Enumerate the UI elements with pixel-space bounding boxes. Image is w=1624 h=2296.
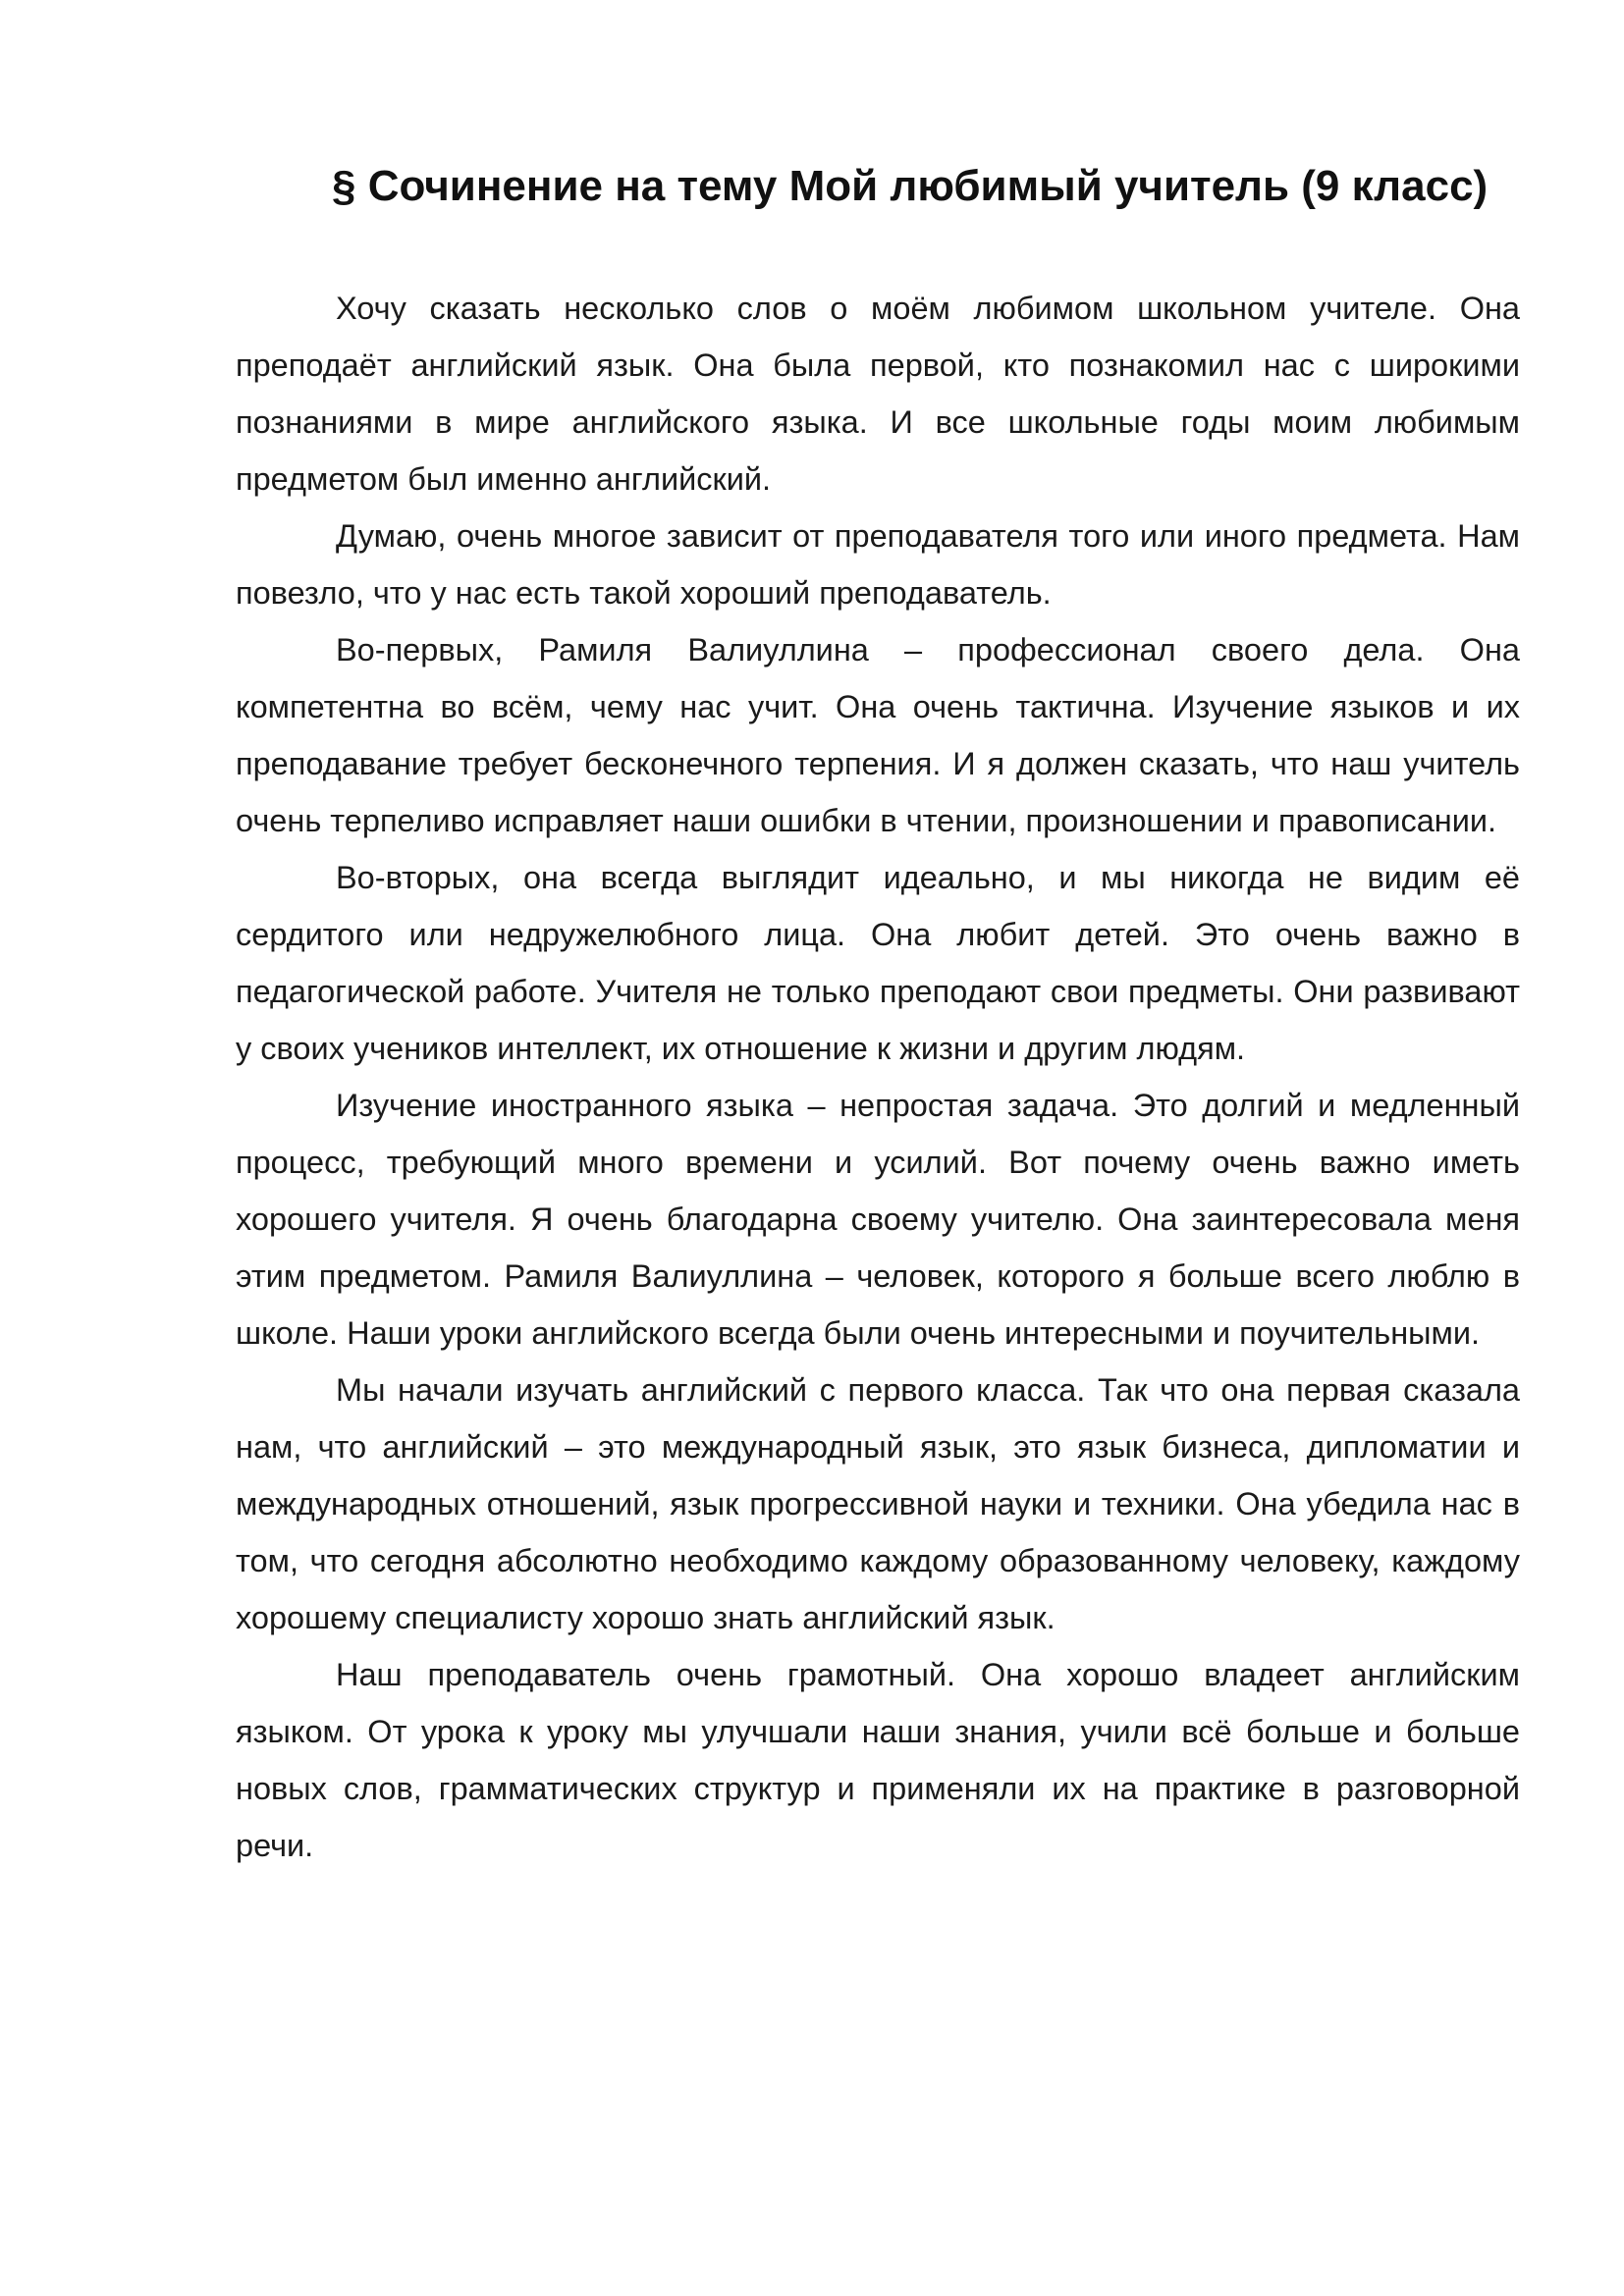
paragraph-4: Во-вторых, она всегда выглядит идеально, и мы никогда не видим её сердитого или недружелюбного лица. Она любит детей. Это очень важно в педагогической работе. Учителя не только преподают свои предметы. Они развивают у своих учеников интеллект, их отношение к жизни и другим людям. — [236, 860, 1520, 1066]
page-title: § Сочинение на тему Мой любимый учитель (9 класс) — [332, 162, 1489, 210]
paragraph-2: Думаю, очень многое зависит от преподавателя того или иного предмета. Нам повезло, что у нас есть такой хороший преподаватель. — [236, 518, 1520, 611]
paragraph-5: Изучение иностранного языка – непростая задача. Это долгий и медленный процесс, требующий много времени и усилий. Вот почему очень важно иметь хорошего учителя. Я очень благодарна своему учителю. Она заинтересовала меня этим предметом. Рамиля Валиуллина – человек, которого я больше всего люблю в школе. Наши уроки английского всегда были очень интересными и поучительными. — [236, 1088, 1520, 1351]
paragraph-3: Во-первых, Рамиля Валиуллина – профессионал своего дела. Она компетентна во всём, чему нас учит. Она очень тактична. Изучение языков и их преподавание требует бесконечного терпения. И я должен сказать, что наш учитель очень терпеливо исправляет наши ошибки в чтении, произношении и правописании. — [236, 632, 1520, 838]
paragraph-1: Хочу сказать несколько слов о моём любимом школьном учителе. Она преподаёт английский язык. Она была первой, кто познакомил нас с широкими познаниями в мире английского языка. И все школьные годы моим любимым предметом был именно английский. — [236, 291, 1520, 497]
essay-body — [236, 280, 1520, 1874]
paragraph-7: Наш преподаватель очень грамотный. Она хорошо владеет английским языком. От урока к уроку мы улучшали наши знания, учили всё больше и больше новых слов, грамматических структур и применяли их на практике в разговорной речи. — [236, 1657, 1520, 1863]
paragraph-6: Мы начали изучать английский с первого класса. Так что она первая сказала нам, что английский – это международный язык, это язык бизнеса, дипломатии и международных отношений, язык прогрессивной науки и техники. Она убедила нас в том, что сегодня абсолютно необходимо каждому образованному человеку, каждому хорошему специалисту хорошо знать английский язык. — [236, 1372, 1520, 1635]
